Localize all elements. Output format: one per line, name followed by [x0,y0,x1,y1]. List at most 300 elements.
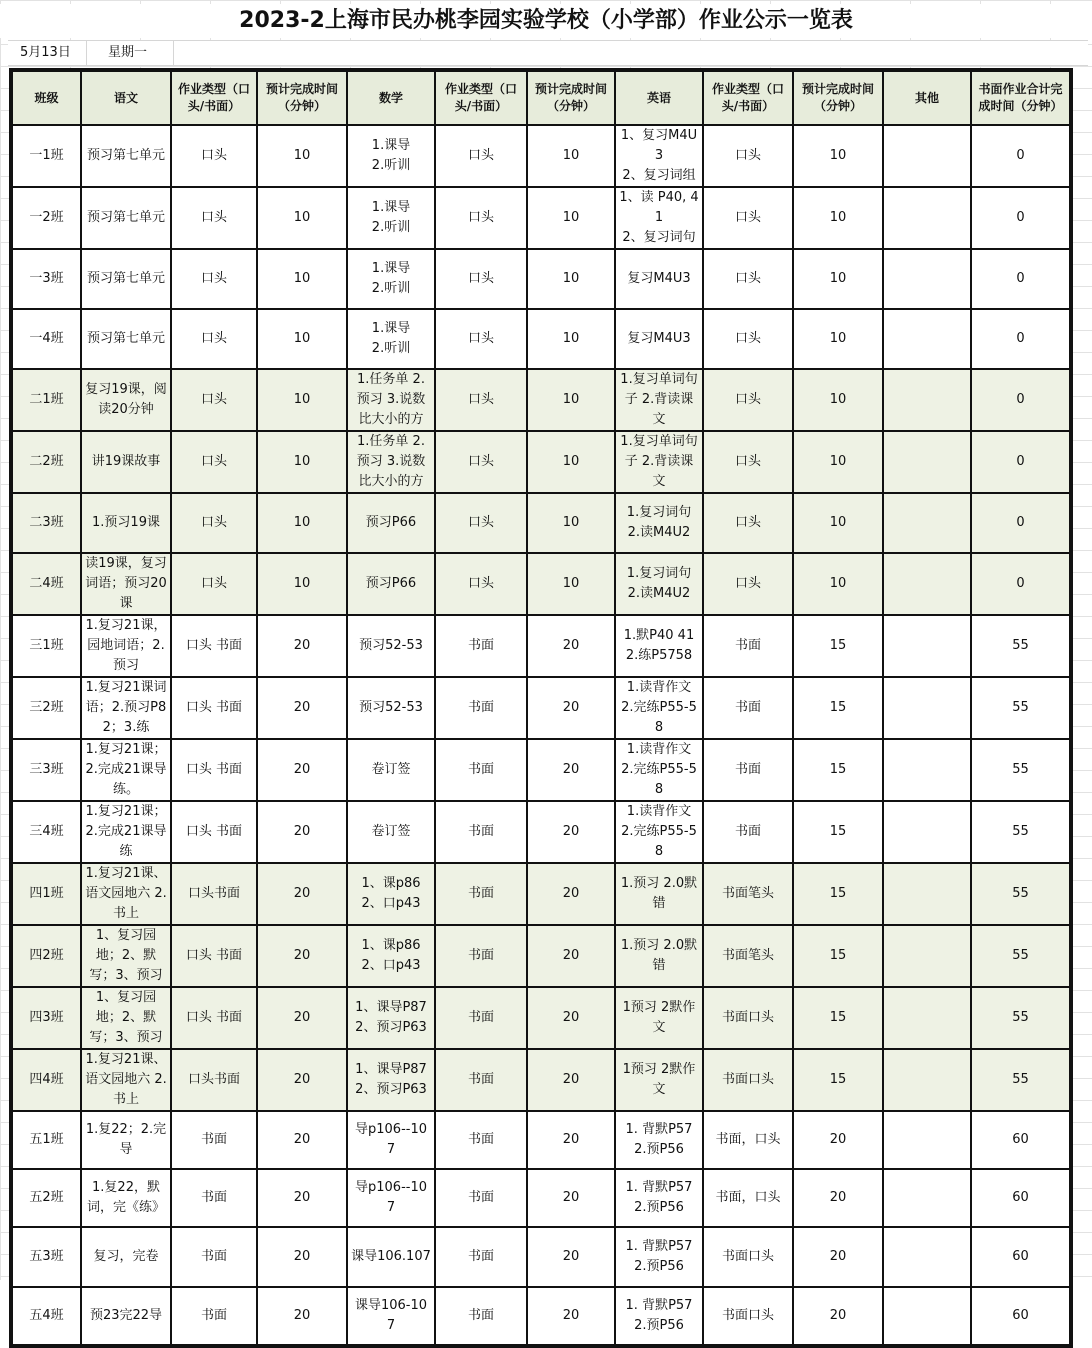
cell-text: 20 [293,1190,311,1205]
total-time-cell[interactable] [971,431,1071,493]
chinese-type-cell[interactable] [171,925,257,987]
math-type-cell[interactable] [435,309,527,369]
cell-text: 1.复习21课；2.完成21课导练。 [85,742,167,797]
class-cell[interactable] [11,677,81,739]
math-cell[interactable] [347,677,435,739]
cell-text: 二1班 [29,392,64,407]
cell-text: 口头 [200,331,227,346]
class-cell[interactable] [11,1287,81,1346]
english-time-cell[interactable] [793,1049,883,1111]
chinese-cell[interactable] [81,493,171,553]
other-cell[interactable] [883,1111,971,1169]
math-time-cell[interactable] [527,677,615,739]
chinese-time-cell[interactable] [257,1169,347,1227]
english-cell[interactable] [615,615,703,677]
math-cell[interactable] [347,987,435,1049]
class-cell[interactable] [11,553,81,615]
chinese-type-cell[interactable] [171,801,257,863]
math-type-cell[interactable] [435,677,527,739]
english-cell[interactable] [615,187,703,249]
cell-text: 1.复习单词句子 2.背读课文 [620,372,698,427]
english-cell[interactable] [615,987,703,1049]
chinese-time-cell[interactable] [257,739,347,801]
class-cell[interactable] [11,801,81,863]
total-time-cell[interactable] [971,925,1071,987]
chinese-type-cell[interactable] [171,863,257,925]
chinese-type-cell[interactable] [171,739,257,801]
cell-text: 10 [829,576,847,591]
english-time-cell[interactable] [793,801,883,863]
english-type-cell[interactable] [703,925,793,987]
english-cell[interactable] [615,125,703,187]
chinese-cell[interactable] [81,801,171,863]
english-cell[interactable] [615,677,703,739]
math-type-cell[interactable] [435,431,527,493]
chinese-time-cell[interactable] [257,1049,347,1111]
english-cell[interactable] [615,863,703,925]
english-time-cell[interactable] [793,125,883,187]
chinese-cell[interactable] [81,431,171,493]
cell-text: 15 [829,948,847,963]
other-cell[interactable] [883,615,971,677]
class-cell[interactable] [11,249,81,309]
math-time-cell[interactable] [527,553,615,615]
cell-text: 预习第七单元 [86,331,165,346]
total-time-cell[interactable] [971,309,1071,369]
english-cell[interactable] [615,739,703,801]
math-time-cell[interactable] [527,1111,615,1169]
english-type-cell[interactable] [703,1227,793,1287]
math-time-cell[interactable] [527,1287,615,1346]
other-cell[interactable] [883,1287,971,1346]
chinese-cell[interactable] [81,1169,171,1227]
chinese-time-cell[interactable] [257,987,347,1049]
english-cell[interactable] [615,431,703,493]
english-type-cell[interactable] [703,1169,793,1227]
class-cell[interactable] [11,309,81,369]
math-cell[interactable] [347,1169,435,1227]
english-type-cell[interactable] [703,739,793,801]
cell-text: 15 [829,638,847,653]
class-cell[interactable] [11,431,81,493]
other-cell[interactable] [883,553,971,615]
cell-text: 口头 [734,515,761,530]
chinese-time-cell[interactable] [257,431,347,493]
english-time-cell[interactable] [793,677,883,739]
english-cell[interactable] [615,1227,703,1287]
chinese-type-cell[interactable] [171,369,257,431]
english-cell[interactable] [615,249,703,309]
math-time-cell[interactable] [527,249,615,309]
chinese-type-cell[interactable] [171,1227,257,1287]
math-time-cell[interactable] [527,863,615,925]
other-cell[interactable] [883,1169,971,1227]
math-time-cell[interactable] [527,1049,615,1111]
cell-text: 20 [562,824,580,839]
math-type-cell[interactable] [435,249,527,309]
math-cell[interactable] [347,1287,435,1346]
english-type-cell[interactable] [703,369,793,431]
other-cell[interactable] [883,739,971,801]
chinese-type-cell[interactable] [171,1049,257,1111]
math-type-cell[interactable] [435,125,527,187]
math-type-cell[interactable] [435,863,527,925]
chinese-cell[interactable] [81,553,171,615]
homework-table [9,68,1073,1348]
cell-text: 书面口头 [721,1072,774,1087]
chinese-time-cell[interactable] [257,553,347,615]
chinese-cell[interactable] [81,369,171,431]
chinese-type-cell[interactable] [171,615,257,677]
math-time-cell[interactable] [527,925,615,987]
chinese-time-cell[interactable] [257,309,347,369]
cell-text: 口头 [467,392,494,407]
cell-text: 书面口头 [721,1308,774,1323]
math-cell[interactable] [347,739,435,801]
math-time-cell[interactable] [527,1169,615,1227]
cell-text: 10 [293,331,311,346]
chinese-type-cell[interactable] [171,1111,257,1169]
table-row [11,801,1071,863]
english-cell[interactable] [615,1169,703,1227]
total-time-cell[interactable] [971,1227,1071,1287]
math-cell[interactable] [347,801,435,863]
other-cell[interactable] [883,369,971,431]
other-cell[interactable] [883,493,971,553]
english-time-cell[interactable] [793,493,883,553]
total-time-cell[interactable] [971,187,1071,249]
chinese-time-cell[interactable] [257,493,347,553]
cell-text: 口头书面 [187,886,240,901]
total-time-cell[interactable] [971,493,1071,553]
total-time-cell[interactable] [971,1049,1071,1111]
other-cell[interactable] [883,125,971,187]
other-cell[interactable] [883,249,971,309]
total-time-cell[interactable] [971,677,1071,739]
english-type-cell[interactable] [703,309,793,369]
class-cell[interactable] [11,863,81,925]
cell-text: 书面 [467,1132,494,1147]
cell-text: 口头 [467,148,494,163]
english-time-cell[interactable] [793,1287,883,1346]
chinese-cell[interactable] [81,739,171,801]
english-time-cell[interactable] [793,863,883,925]
english-cell[interactable] [615,801,703,863]
math-time-cell[interactable] [527,615,615,677]
math-time-cell[interactable] [527,125,615,187]
english-type-cell[interactable] [703,1049,793,1111]
math-cell[interactable] [347,431,435,493]
math-type-cell[interactable] [435,369,527,431]
math-type-cell[interactable] [435,187,527,249]
table-row [11,125,1071,187]
math-time-cell[interactable] [527,987,615,1049]
english-type-cell[interactable] [703,125,793,187]
cell-text: 课导106.107 [351,1249,431,1264]
english-cell[interactable] [615,925,703,987]
chinese-type-cell[interactable] [171,1169,257,1227]
math-cell[interactable] [347,493,435,553]
chinese-time-cell[interactable] [257,1227,347,1287]
cell-text: 书面口头 [721,1010,774,1025]
math-cell[interactable] [347,553,435,615]
class-cell[interactable] [11,1169,81,1227]
english-time-cell[interactable] [793,249,883,309]
table-row [11,1227,1071,1287]
class-cell[interactable] [11,493,81,553]
cell-text: 20 [562,948,580,963]
other-cell[interactable] [883,187,971,249]
cell-text: 1. 背默P57 2.预P56 [625,1298,693,1333]
other-cell[interactable] [883,1049,971,1111]
cell-text: 书面，口头 [715,1132,781,1147]
english-time-cell[interactable] [793,187,883,249]
english-type-cell[interactable] [703,863,793,925]
cell-text: 口头 [467,271,494,286]
cell-text: 书面 [734,700,761,715]
chinese-type-cell[interactable] [171,987,257,1049]
cell-text: 讲19课故事 [91,454,161,469]
chinese-cell[interactable] [81,187,171,249]
cell-text: 20 [562,638,580,653]
chinese-type-cell[interactable] [171,553,257,615]
total-time-cell[interactable] [971,1287,1071,1346]
math-type-cell[interactable] [435,739,527,801]
class-cell[interactable] [11,369,81,431]
chinese-cell[interactable] [81,615,171,677]
total-time-cell[interactable] [971,987,1071,1049]
chinese-time-cell[interactable] [257,677,347,739]
chinese-type-cell[interactable] [171,309,257,369]
class-cell[interactable] [11,739,81,801]
class-cell[interactable] [11,125,81,187]
chinese-cell[interactable] [81,677,171,739]
header-class: 班级 [11,70,81,125]
total-time-cell[interactable] [971,1169,1071,1227]
math-cell[interactable] [347,1111,435,1169]
english-type-cell[interactable] [703,249,793,309]
total-time-cell[interactable] [971,801,1071,863]
total-time-cell[interactable] [971,739,1071,801]
cell-text: 20 [562,1249,580,1264]
english-type-cell[interactable] [703,493,793,553]
total-time-cell[interactable] [971,249,1071,309]
table-row [11,369,1071,431]
chinese-time-cell[interactable] [257,863,347,925]
math-cell[interactable] [347,187,435,249]
english-cell[interactable] [615,369,703,431]
weekday-cell: 星期一 [108,45,148,60]
class-cell[interactable] [11,1111,81,1169]
total-time-cell[interactable] [971,863,1071,925]
class-cell[interactable] [11,1227,81,1287]
chinese-cell[interactable] [81,1287,171,1346]
math-cell[interactable] [347,309,435,369]
math-type-cell[interactable] [435,1049,527,1111]
other-cell[interactable] [883,801,971,863]
chinese-type-cell[interactable] [171,187,257,249]
math-time-cell[interactable] [527,1227,615,1287]
cell-text: 10 [562,271,580,286]
chinese-cell[interactable] [81,863,171,925]
math-cell[interactable] [347,1227,435,1287]
cell-text: 预习P66 [365,576,417,591]
english-type-cell[interactable] [703,1287,793,1346]
math-cell[interactable] [347,369,435,431]
chinese-cell[interactable] [81,1111,171,1169]
cell-text: 五3班 [29,1249,64,1264]
english-time-cell[interactable] [793,431,883,493]
english-cell[interactable] [615,1287,703,1346]
class-cell[interactable] [11,615,81,677]
english-type-cell[interactable] [703,431,793,493]
chinese-time-cell[interactable] [257,187,347,249]
other-cell[interactable] [883,309,971,369]
english-time-cell[interactable] [793,1169,883,1227]
math-type-cell[interactable] [435,1111,527,1169]
math-time-cell[interactable] [527,187,615,249]
english-time-cell[interactable] [793,925,883,987]
other-cell[interactable] [883,987,971,1049]
chinese-type-cell[interactable] [171,431,257,493]
math-cell[interactable] [347,615,435,677]
cell-text: 口头 [734,148,761,163]
chinese-cell[interactable] [81,309,171,369]
cell-text: 10 [293,148,311,163]
math-time-cell[interactable] [527,309,615,369]
math-type-cell[interactable] [435,925,527,987]
english-type-cell[interactable] [703,615,793,677]
cell-text: 0 [1016,210,1025,225]
total-time-cell[interactable] [971,553,1071,615]
cell-text: 1、课导P87 2、预习P63 [355,1000,427,1035]
english-time-cell[interactable] [793,615,883,677]
chinese-cell[interactable] [81,249,171,309]
math-type-cell[interactable] [435,493,527,553]
cell-text: 1.读背作文 2.完练P55-58 [621,742,697,797]
date-cell: 5月13日 [20,45,71,60]
table-row [11,1169,1071,1227]
cell-text: 10 [829,331,847,346]
english-time-cell[interactable] [793,987,883,1049]
other-cell[interactable] [883,1227,971,1287]
english-time-cell[interactable] [793,309,883,369]
english-cell[interactable] [615,309,703,369]
cell-text: 二4班 [29,576,64,591]
chinese-time-cell[interactable] [257,925,347,987]
english-cell[interactable] [615,553,703,615]
english-type-cell[interactable] [703,677,793,739]
class-cell[interactable] [11,187,81,249]
english-cell[interactable] [615,1111,703,1169]
english-time-cell[interactable] [793,739,883,801]
chinese-type-cell[interactable] [171,1287,257,1346]
math-cell[interactable] [347,925,435,987]
class-cell[interactable] [11,987,81,1049]
class-cell[interactable] [11,1049,81,1111]
total-time-cell[interactable] [971,1111,1071,1169]
math-type-cell[interactable] [435,1169,527,1227]
cell-text: 10 [562,454,580,469]
english-time-cell[interactable] [793,553,883,615]
chinese-time-cell[interactable] [257,125,347,187]
chinese-time-cell[interactable] [257,615,347,677]
header-english-time: 预计完成时间（分钟） [793,70,883,125]
chinese-cell[interactable] [81,987,171,1049]
cell-text: 60 [1012,1308,1029,1323]
math-type-cell[interactable] [435,1227,527,1287]
math-type-cell[interactable] [435,615,527,677]
total-time-cell[interactable] [971,125,1071,187]
class-cell[interactable] [11,925,81,987]
math-cell[interactable] [347,125,435,187]
math-time-cell[interactable] [527,801,615,863]
english-type-cell[interactable] [703,187,793,249]
cell-text: 20 [562,1132,580,1147]
chinese-cell[interactable] [81,1049,171,1111]
cell-text: 书面 [467,638,494,653]
cell-text: 口头 [734,331,761,346]
total-time-cell[interactable] [971,615,1071,677]
header-chinese: 语文 [81,70,171,125]
cell-text: 书面 [467,1308,494,1323]
math-type-cell[interactable] [435,1287,527,1346]
cell-text: 20 [293,886,311,901]
math-type-cell[interactable] [435,553,527,615]
english-time-cell[interactable] [793,1227,883,1287]
english-type-cell[interactable] [703,987,793,1049]
english-type-cell[interactable] [703,553,793,615]
english-type-cell[interactable] [703,1111,793,1169]
english-time-cell[interactable] [793,369,883,431]
other-cell[interactable] [883,863,971,925]
total-time-cell[interactable] [971,369,1071,431]
other-cell[interactable] [883,677,971,739]
chinese-cell[interactable] [81,925,171,987]
cell-text: 口头 [200,392,227,407]
cell-text: 书面 [467,948,494,963]
math-time-cell[interactable] [527,369,615,431]
math-time-cell[interactable] [527,431,615,493]
math-cell[interactable] [347,1049,435,1111]
chinese-cell[interactable] [81,1227,171,1287]
cell-text: 1.复习21课，园地词语；2.预习 [85,618,167,673]
other-cell[interactable] [883,431,971,493]
chinese-type-cell[interactable] [171,493,257,553]
math-cell[interactable] [347,863,435,925]
english-type-cell[interactable] [703,801,793,863]
chinese-time-cell[interactable] [257,369,347,431]
chinese-type-cell[interactable] [171,125,257,187]
chinese-time-cell[interactable] [257,1111,347,1169]
math-time-cell[interactable] [527,739,615,801]
chinese-type-cell[interactable] [171,677,257,739]
english-cell[interactable] [615,1049,703,1111]
math-time-cell[interactable] [527,493,615,553]
english-time-cell[interactable] [793,1111,883,1169]
math-type-cell[interactable] [435,987,527,1049]
cell-text: 15 [829,762,847,777]
math-type-cell[interactable] [435,801,527,863]
chinese-time-cell[interactable] [257,1287,347,1346]
chinese-cell[interactable] [81,125,171,187]
chinese-time-cell[interactable] [257,801,347,863]
english-cell[interactable] [615,493,703,553]
other-cell[interactable] [883,925,971,987]
math-cell[interactable] [347,249,435,309]
chinese-type-cell[interactable] [171,249,257,309]
chinese-time-cell[interactable] [257,249,347,309]
